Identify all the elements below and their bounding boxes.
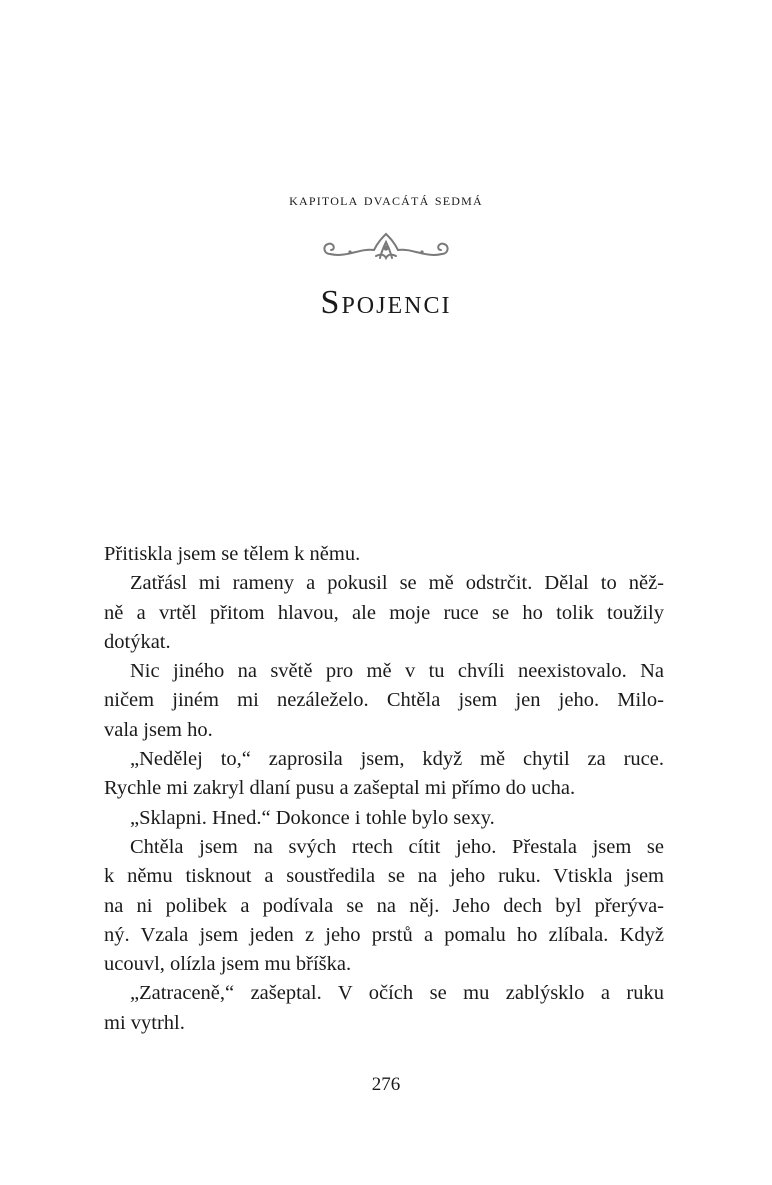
page-number: 276 (371, 1074, 401, 1095)
text-line: ný. Vzala jsem jeden z jeho prstů a pomalu ho zlíbala. Když (104, 923, 664, 946)
text-line: „Zatraceně,“ zašeptal. V očích se mu zablýsklo a ruku (130, 982, 664, 1005)
text-line: ničem jiném mi nezáleželo. Chtěla jsem jen jeho. Milo- (104, 689, 664, 712)
text-line: „Nedělej to,“ zaprosila jsem, když mě chytil za ruce. (130, 748, 664, 771)
paragraph (104, 657, 664, 745)
text-line: k němu tisknout a soustředila se na jeho ruku. Vtiskla jsem (104, 865, 664, 888)
text-line: ně a vrtěl přitom hlavou, ale moje ruce se ho tolik toužily (104, 601, 664, 624)
text-line: mi vytrhl. (104, 1011, 185, 1034)
text-line: Rychle mi zakryl dlaní pusu a zašeptal mi přímo do ucha. (104, 777, 576, 800)
text-line: Přitiskla jsem se tělem k němu. (104, 543, 361, 565)
scroll-flourish-icon (316, 228, 456, 268)
chapter-label: kapitola dvacátá sedmá (289, 190, 483, 209)
chapter-title: Spojenci (320, 284, 452, 321)
paragraph (104, 804, 664, 833)
paragraph (104, 833, 664, 979)
paragraph (104, 745, 664, 804)
paragraph (104, 569, 664, 657)
text-line: dotýkat. (104, 630, 171, 653)
text-line: na ni polibek a podívala se na něj. Jeho dech byl přerýva- (104, 894, 664, 917)
text-line: Chtěla jsem na svých rtech cítit jeho. Přestala jsem se (130, 835, 664, 858)
text-line: vala jsem ho. (104, 718, 213, 741)
paragraph (104, 979, 664, 1038)
text-line: „Sklapni. Hned.“ Dokonce i tohle bylo sexy. (130, 806, 495, 829)
text-line: ucouvl, olízla jsem mu bříška. (104, 953, 352, 976)
text-line: Zatřásl mi rameny a pokusil se mě odstrčit. Dělal to něž- (130, 572, 664, 595)
chapter-body-text (104, 540, 664, 1038)
text-line: Nic jiného na světě pro mě v tu chvíli neexistovalo. Na (130, 660, 664, 683)
paragraph (104, 540, 664, 569)
